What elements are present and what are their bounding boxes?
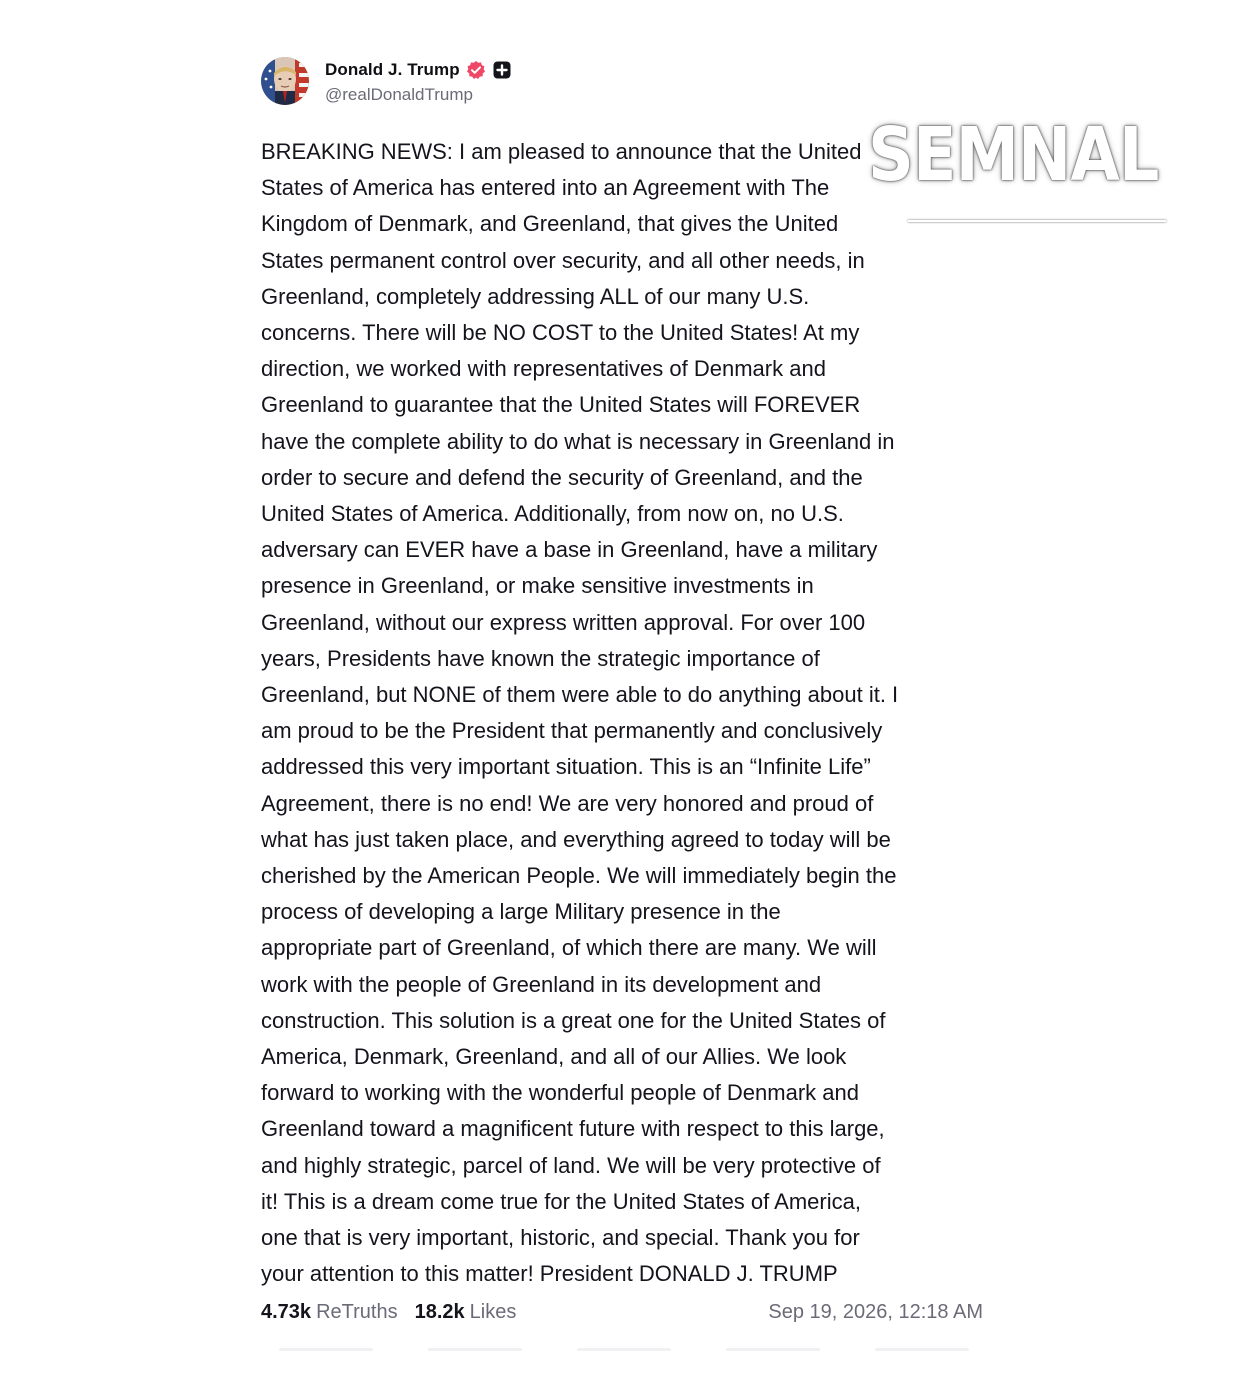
post-body-line: order to secure and defend the security of Greenland, and the xyxy=(261,464,863,490)
post-header xyxy=(261,56,983,106)
reply-action-slot[interactable] xyxy=(279,1348,373,1351)
watermark-text: SEMNAL xyxy=(868,112,1159,198)
post-body-line: adversary can EVER have a base in Greenland, have a military xyxy=(261,537,878,563)
post-body-line: forward to working with the wonderful people of Denmark and xyxy=(261,1080,859,1106)
post-body-line: and highly strategic, parcel of land. We will be very protective of xyxy=(261,1152,881,1178)
post-body-line: your attention to this matter! President DONALD J. TRUMP xyxy=(261,1261,838,1287)
retruths-count[interactable]: 4.73k xyxy=(261,1301,312,1323)
like-action-slot[interactable] xyxy=(577,1348,671,1351)
author-identity xyxy=(325,58,511,105)
post-body-line: appropriate part of Greenland, of which there are many. We will xyxy=(261,935,877,961)
likes-count[interactable]: 18.2k xyxy=(414,1301,465,1323)
post-body-line: what has just taken place, and everything agreed to today will be xyxy=(261,826,891,852)
post-body-line: America, Denmark, Greenland, and all of our Allies. We look xyxy=(261,1044,847,1070)
post-body-line: Greenland toward a magnificent future with respect to this large, xyxy=(261,1116,885,1142)
post-body-line: Kingdom of Denmark, and Greenland, that gives the United xyxy=(261,211,839,237)
truth-plus-icon xyxy=(493,61,511,79)
avatar[interactable] xyxy=(261,57,309,105)
post-body-line: Greenland to guarantee that the United States will FOREVER xyxy=(261,392,861,418)
post-body-line: one that is very important, historic, and special. Thank you for xyxy=(261,1225,860,1251)
retruths-label[interactable]: ReTruths xyxy=(316,1301,398,1323)
retruth-action-slot[interactable] xyxy=(428,1348,522,1351)
post-stats xyxy=(261,1301,983,1324)
post-body-line: concerns. There will be NO COST to the United States! At my xyxy=(261,320,860,346)
post-body-line: presence in Greenland, or make sensitive investments in xyxy=(261,573,814,599)
post-body-line: addressed this very important situation. This is an “Infinite Life” xyxy=(261,754,871,780)
truth-post xyxy=(261,56,983,1323)
post-body-line: United States of America. Additionally, from now on, no U.S. xyxy=(261,501,844,527)
share-action-slot[interactable] xyxy=(726,1348,820,1351)
post-action-bar xyxy=(279,1348,969,1351)
semnal-watermark xyxy=(868,112,1168,227)
post-body-line: Greenland, completely addressing ALL of our many U.S. xyxy=(261,283,810,309)
more-action-slot[interactable] xyxy=(875,1348,969,1351)
post-body xyxy=(261,134,983,1293)
post-body-line: construction. This solution is a great one for the United States of xyxy=(261,1007,886,1033)
post-body-line: am proud to be the President that permanently and conclusively xyxy=(261,718,883,744)
post-body-line: process of developing a large Military presence in the xyxy=(261,899,781,925)
post-timestamp[interactable]: Sep 19, 2026, 12:18 AM xyxy=(768,1301,983,1323)
post-body-line: Greenland, without our express written approval. For over 100 xyxy=(261,609,866,635)
post-body-line: States of America has entered into an Agreement with The xyxy=(261,175,830,201)
post-body-line: have the complete ability to do what is necessary in Greenland in xyxy=(261,428,895,454)
post-body-line: Greenland, but NONE of them were able to do anything about it. I xyxy=(261,682,899,708)
author-handle[interactable]: @realDonaldTrump xyxy=(325,84,473,104)
post-body-line: Agreement, there is no end! We are very honored and proud of xyxy=(261,790,874,816)
post-body-line: years, Presidents have known the strategic importance of xyxy=(261,645,820,671)
verified-badge-icon xyxy=(466,60,486,80)
watermark-underline xyxy=(908,220,1166,222)
post-body-line: direction, we worked with representatives of Denmark and xyxy=(261,356,826,382)
post-body-line: BREAKING NEWS: I am pleased to announce that the United xyxy=(261,139,862,164)
post-body-line: cherished by the American People. We will immediately begin the xyxy=(261,863,897,889)
post-body-line: work with the people of Greenland in its development and xyxy=(261,971,822,997)
post-body-line: States permanent control over security, and all other needs, in xyxy=(261,247,865,273)
display-name[interactable]: Donald J. Trump xyxy=(325,59,460,79)
avatar-flag-portrait-icon xyxy=(261,57,309,105)
name-row xyxy=(325,58,511,82)
likes-label[interactable]: Likes xyxy=(469,1301,517,1323)
post-body-line: it! This is a dream come true for the United States of America, xyxy=(261,1188,861,1214)
